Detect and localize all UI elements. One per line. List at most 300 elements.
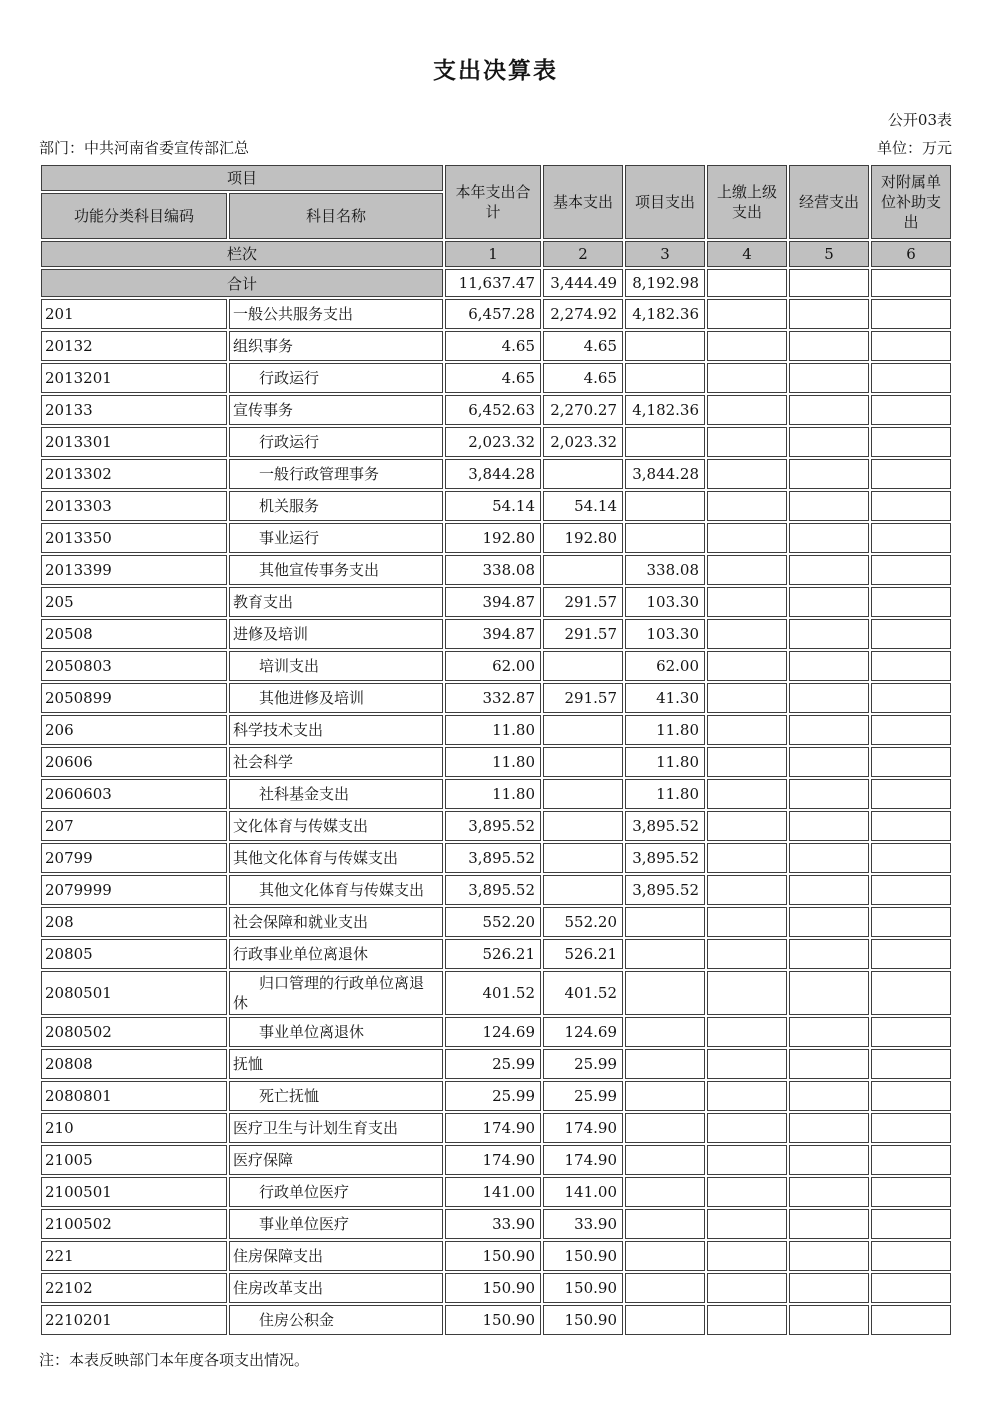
subsidiary-expenditure-cell xyxy=(871,555,951,585)
table-row xyxy=(41,715,951,745)
operating-expenditure-cell xyxy=(789,939,869,969)
operating-expenditure-cell xyxy=(789,971,869,1015)
project-expenditure-cell xyxy=(625,1273,705,1303)
basic-expenditure-cell: 150.90 xyxy=(543,1273,623,1303)
operating-expenditure-cell xyxy=(789,907,869,937)
table-row xyxy=(41,843,951,873)
project-expenditure-cell xyxy=(625,1305,705,1335)
operating-expenditure-cell xyxy=(789,747,869,777)
table-row xyxy=(41,1209,951,1239)
table-row xyxy=(41,939,951,969)
upper-level-expenditure-cell xyxy=(707,459,787,489)
current-year-total-cell: 124.69 xyxy=(445,1017,541,1047)
table-row xyxy=(41,1241,951,1271)
total-value-cell xyxy=(871,269,951,297)
project-expenditure-cell xyxy=(625,363,705,393)
function-code-cell: 20799 xyxy=(41,843,227,873)
current-year-total-cell: 11.80 xyxy=(445,747,541,777)
subsidiary-expenditure-cell xyxy=(871,1273,951,1303)
project-expenditure-cell xyxy=(625,1081,705,1111)
operating-expenditure-cell xyxy=(789,555,869,585)
upper-level-expenditure-cell xyxy=(707,971,787,1015)
basic-expenditure-cell: 291.57 xyxy=(543,683,623,713)
subject-name-cell: 事业单位离退休 xyxy=(229,1017,443,1047)
header-upper-level-expenditure: 上缴上级支出 xyxy=(707,165,787,239)
table-row xyxy=(41,1049,951,1079)
basic-expenditure-cell: 33.90 xyxy=(543,1209,623,1239)
department-label: 部门：中共河南省委宣传部汇总 xyxy=(39,139,250,157)
project-expenditure-cell xyxy=(625,1017,705,1047)
upper-level-expenditure-cell xyxy=(707,1273,787,1303)
subject-name-cell: 一般公共服务支出 xyxy=(229,299,443,329)
upper-level-expenditure-cell xyxy=(707,875,787,905)
subsidiary-expenditure-cell xyxy=(871,843,951,873)
subsidiary-expenditure-cell xyxy=(871,1177,951,1207)
upper-level-expenditure-cell xyxy=(707,715,787,745)
table-row xyxy=(41,651,951,681)
subsidiary-expenditure-cell xyxy=(871,1113,951,1143)
basic-expenditure-cell: 141.00 xyxy=(543,1177,623,1207)
header-project: 项目 xyxy=(41,165,443,191)
header-row-project xyxy=(41,165,951,191)
table-row xyxy=(41,1177,951,1207)
table-row xyxy=(41,491,951,521)
function-code-cell: 206 xyxy=(41,715,227,745)
operating-expenditure-cell xyxy=(789,1273,869,1303)
operating-expenditure-cell xyxy=(789,875,869,905)
subject-name-cell: 行政事业单位离退休 xyxy=(229,939,443,969)
upper-level-expenditure-cell xyxy=(707,1305,787,1335)
table-row xyxy=(41,747,951,777)
basic-expenditure-cell: 4.65 xyxy=(543,331,623,361)
table-row xyxy=(41,907,951,937)
subject-name-cell: 医疗保障 xyxy=(229,1145,443,1175)
table-row xyxy=(41,523,951,553)
subject-name-cell: 事业单位医疗 xyxy=(229,1209,443,1239)
total-value-cell xyxy=(789,269,869,297)
subsidiary-expenditure-cell xyxy=(871,715,951,745)
function-code-cell: 205 xyxy=(41,587,227,617)
project-expenditure-cell: 3,895.52 xyxy=(625,811,705,841)
subsidiary-expenditure-cell xyxy=(871,907,951,937)
function-code-cell: 21005 xyxy=(41,1145,227,1175)
basic-expenditure-cell: 54.14 xyxy=(543,491,623,521)
total-value-cell: 11,637.47 xyxy=(445,269,541,297)
column-number: 4 xyxy=(707,241,787,267)
basic-expenditure-cell xyxy=(543,843,623,873)
current-year-total-cell: 141.00 xyxy=(445,1177,541,1207)
header-project-expenditure: 项目支出 xyxy=(625,165,705,239)
total-label-cell: 合计 xyxy=(41,269,443,297)
upper-level-expenditure-cell xyxy=(707,1145,787,1175)
footer-note: 注：本表反映部门本年度各项支出情况。 xyxy=(39,1351,310,1369)
subject-name-cell: 归口管理的行政单位离退休 xyxy=(229,971,443,1015)
subject-name-cell: 社科基金支出 xyxy=(229,779,443,809)
basic-expenditure-cell: 291.57 xyxy=(543,619,623,649)
current-year-total-cell: 54.14 xyxy=(445,491,541,521)
basic-expenditure-cell: 401.52 xyxy=(543,971,623,1015)
table-row xyxy=(41,363,951,393)
function-code-cell: 20132 xyxy=(41,331,227,361)
current-year-total-cell: 150.90 xyxy=(445,1241,541,1271)
upper-level-expenditure-cell xyxy=(707,491,787,521)
operating-expenditure-cell xyxy=(789,523,869,553)
upper-level-expenditure-cell xyxy=(707,395,787,425)
subsidiary-expenditure-cell xyxy=(871,939,951,969)
total-value-cell xyxy=(707,269,787,297)
current-year-total-cell: 3,895.52 xyxy=(445,811,541,841)
operating-expenditure-cell xyxy=(789,1081,869,1111)
subsidiary-expenditure-cell xyxy=(871,875,951,905)
current-year-total-cell: 33.90 xyxy=(445,1209,541,1239)
current-year-total-cell: 174.90 xyxy=(445,1113,541,1143)
subject-name-cell: 住房保障支出 xyxy=(229,1241,443,1271)
current-year-total-cell: 338.08 xyxy=(445,555,541,585)
column-number: 6 xyxy=(871,241,951,267)
current-year-total-cell: 401.52 xyxy=(445,971,541,1015)
current-year-total-cell: 150.90 xyxy=(445,1273,541,1303)
header-column-index-label: 栏次 xyxy=(41,241,443,267)
current-year-total-cell: 2,023.32 xyxy=(445,427,541,457)
table-row xyxy=(41,1145,951,1175)
project-expenditure-cell xyxy=(625,491,705,521)
table-body xyxy=(41,269,951,1335)
report-page xyxy=(39,0,952,1370)
header-subject-name: 科目名称 xyxy=(229,193,443,239)
unit-label: 单位：万元 xyxy=(876,139,952,157)
table-row xyxy=(41,427,951,457)
function-code-cell: 20805 xyxy=(41,939,227,969)
column-number: 2 xyxy=(543,241,623,267)
project-expenditure-cell: 11.80 xyxy=(625,715,705,745)
current-year-total-cell: 150.90 xyxy=(445,1305,541,1335)
function-code-cell: 208 xyxy=(41,907,227,937)
operating-expenditure-cell xyxy=(789,331,869,361)
function-code-cell: 20133 xyxy=(41,395,227,425)
operating-expenditure-cell xyxy=(789,651,869,681)
basic-expenditure-cell xyxy=(543,747,623,777)
form-number-label: 公开03表 xyxy=(887,111,952,129)
upper-level-expenditure-cell xyxy=(707,683,787,713)
column-number: 3 xyxy=(625,241,705,267)
subject-name-cell: 社会保障和就业支出 xyxy=(229,907,443,937)
basic-expenditure-cell: 2,270.27 xyxy=(543,395,623,425)
upper-level-expenditure-cell xyxy=(707,523,787,553)
operating-expenditure-cell xyxy=(789,1049,869,1079)
operating-expenditure-cell xyxy=(789,491,869,521)
table-row xyxy=(41,587,951,617)
subject-name-cell: 事业运行 xyxy=(229,523,443,553)
header-operating-expenditure: 经营支出 xyxy=(789,165,869,239)
function-code-cell: 20808 xyxy=(41,1049,227,1079)
function-code-cell: 22102 xyxy=(41,1273,227,1303)
current-year-total-cell: 3,844.28 xyxy=(445,459,541,489)
column-number: 5 xyxy=(789,241,869,267)
function-code-cell: 2013302 xyxy=(41,459,227,489)
table-row xyxy=(41,683,951,713)
subject-name-cell: 组织事务 xyxy=(229,331,443,361)
table-row xyxy=(41,1305,951,1335)
function-code-cell: 2050899 xyxy=(41,683,227,713)
operating-expenditure-cell xyxy=(789,1305,869,1335)
function-code-cell: 221 xyxy=(41,1241,227,1271)
subject-name-cell: 其他文化体育与传媒支出 xyxy=(229,875,443,905)
project-expenditure-cell: 103.30 xyxy=(625,619,705,649)
table-row xyxy=(41,555,951,585)
table-row xyxy=(41,1273,951,1303)
operating-expenditure-cell xyxy=(789,843,869,873)
subsidiary-expenditure-cell xyxy=(871,491,951,521)
operating-expenditure-cell xyxy=(789,1145,869,1175)
upper-level-expenditure-cell xyxy=(707,1177,787,1207)
subsidiary-expenditure-cell xyxy=(871,747,951,777)
operating-expenditure-cell xyxy=(789,1241,869,1271)
header-current-year-total: 本年支出合计 xyxy=(445,165,541,239)
function-code-cell: 2079999 xyxy=(41,875,227,905)
basic-expenditure-cell: 526.21 xyxy=(543,939,623,969)
project-expenditure-cell xyxy=(625,971,705,1015)
subsidiary-expenditure-cell xyxy=(871,459,951,489)
upper-level-expenditure-cell xyxy=(707,427,787,457)
current-year-total-cell: 3,895.52 xyxy=(445,843,541,873)
subject-name-cell: 进修及培训 xyxy=(229,619,443,649)
project-expenditure-cell xyxy=(625,427,705,457)
subject-name-cell: 医疗卫生与计划生育支出 xyxy=(229,1113,443,1143)
basic-expenditure-cell: 192.80 xyxy=(543,523,623,553)
subsidiary-expenditure-cell xyxy=(871,1049,951,1079)
upper-level-expenditure-cell xyxy=(707,1017,787,1047)
project-expenditure-cell xyxy=(625,1113,705,1143)
function-code-cell: 2013399 xyxy=(41,555,227,585)
basic-expenditure-cell: 25.99 xyxy=(543,1081,623,1111)
total-value-cell: 8,192.98 xyxy=(625,269,705,297)
meta-row xyxy=(39,137,952,158)
subject-name-cell: 培训支出 xyxy=(229,651,443,681)
function-code-cell: 2100501 xyxy=(41,1177,227,1207)
table-row xyxy=(41,1113,951,1143)
subject-name-cell: 死亡抚恤 xyxy=(229,1081,443,1111)
function-code-cell: 210 xyxy=(41,1113,227,1143)
basic-expenditure-cell xyxy=(543,779,623,809)
expenditure-table xyxy=(39,163,953,1337)
operating-expenditure-cell xyxy=(789,779,869,809)
current-year-total-cell: 25.99 xyxy=(445,1081,541,1111)
current-year-total-cell: 6,452.63 xyxy=(445,395,541,425)
upper-level-expenditure-cell xyxy=(707,747,787,777)
project-expenditure-cell xyxy=(625,1209,705,1239)
project-expenditure-cell: 3,844.28 xyxy=(625,459,705,489)
subsidiary-expenditure-cell xyxy=(871,1305,951,1335)
basic-expenditure-cell xyxy=(543,811,623,841)
operating-expenditure-cell xyxy=(789,683,869,713)
upper-level-expenditure-cell xyxy=(707,939,787,969)
subject-name-cell: 文化体育与传媒支出 xyxy=(229,811,443,841)
subsidiary-expenditure-cell xyxy=(871,1145,951,1175)
operating-expenditure-cell xyxy=(789,1209,869,1239)
function-code-cell: 2080501 xyxy=(41,971,227,1015)
basic-expenditure-cell xyxy=(543,875,623,905)
subsidiary-expenditure-cell xyxy=(871,811,951,841)
subsidiary-expenditure-cell xyxy=(871,1241,951,1271)
current-year-total-cell: 552.20 xyxy=(445,907,541,937)
subsidiary-expenditure-cell xyxy=(871,779,951,809)
operating-expenditure-cell xyxy=(789,1017,869,1047)
total-row xyxy=(41,269,951,297)
current-year-total-cell: 332.87 xyxy=(445,683,541,713)
basic-expenditure-cell: 4.65 xyxy=(543,363,623,393)
project-expenditure-cell: 62.00 xyxy=(625,651,705,681)
table-row xyxy=(41,331,951,361)
upper-level-expenditure-cell xyxy=(707,587,787,617)
upper-level-expenditure-cell xyxy=(707,1209,787,1239)
subject-name-cell: 其他进修及培训 xyxy=(229,683,443,713)
subject-name-cell: 机关服务 xyxy=(229,491,443,521)
subsidiary-expenditure-cell xyxy=(871,1081,951,1111)
operating-expenditure-cell xyxy=(789,363,869,393)
basic-expenditure-cell: 2,023.32 xyxy=(543,427,623,457)
function-code-cell: 2013301 xyxy=(41,427,227,457)
function-code-cell: 2060603 xyxy=(41,779,227,809)
operating-expenditure-cell xyxy=(789,395,869,425)
subject-name-cell: 宣传事务 xyxy=(229,395,443,425)
column-number: 1 xyxy=(445,241,541,267)
function-code-cell: 2050803 xyxy=(41,651,227,681)
subject-name-cell: 住房公积金 xyxy=(229,1305,443,1335)
header-function-code: 功能分类科目编码 xyxy=(41,193,227,239)
project-expenditure-cell: 11.80 xyxy=(625,747,705,777)
subsidiary-expenditure-cell xyxy=(871,427,951,457)
subsidiary-expenditure-cell xyxy=(871,331,951,361)
operating-expenditure-cell xyxy=(789,459,869,489)
upper-level-expenditure-cell xyxy=(707,1113,787,1143)
basic-expenditure-cell: 150.90 xyxy=(543,1305,623,1335)
current-year-total-cell: 394.87 xyxy=(445,587,541,617)
subject-name-cell: 住房改革支出 xyxy=(229,1273,443,1303)
operating-expenditure-cell xyxy=(789,1177,869,1207)
project-expenditure-cell xyxy=(625,1049,705,1079)
function-code-cell: 2100502 xyxy=(41,1209,227,1239)
basic-expenditure-cell: 174.90 xyxy=(543,1145,623,1175)
operating-expenditure-cell xyxy=(789,715,869,745)
operating-expenditure-cell xyxy=(789,299,869,329)
table-row xyxy=(41,459,951,489)
basic-expenditure-cell: 150.90 xyxy=(543,1241,623,1271)
subsidiary-expenditure-cell xyxy=(871,587,951,617)
upper-level-expenditure-cell xyxy=(707,363,787,393)
header-subsidiary-expenditure: 对附属单位补助支出 xyxy=(871,165,951,239)
table-row xyxy=(41,299,951,329)
function-code-cell: 201 xyxy=(41,299,227,329)
basic-expenditure-cell: 2,274.92 xyxy=(543,299,623,329)
current-year-total-cell: 62.00 xyxy=(445,651,541,681)
current-year-total-cell: 25.99 xyxy=(445,1049,541,1079)
subject-name-cell: 行政单位医疗 xyxy=(229,1177,443,1207)
current-year-total-cell: 394.87 xyxy=(445,619,541,649)
project-expenditure-cell xyxy=(625,331,705,361)
subject-name-cell: 教育支出 xyxy=(229,587,443,617)
project-expenditure-cell: 4,182.36 xyxy=(625,299,705,329)
table-row xyxy=(41,619,951,649)
project-expenditure-cell: 3,895.52 xyxy=(625,843,705,873)
function-code-cell: 20508 xyxy=(41,619,227,649)
basic-expenditure-cell xyxy=(543,715,623,745)
subject-name-cell: 一般行政管理事务 xyxy=(229,459,443,489)
project-expenditure-cell: 41.30 xyxy=(625,683,705,713)
subject-name-cell: 行政运行 xyxy=(229,427,443,457)
page-title: 支出决算表 xyxy=(433,57,558,84)
upper-level-expenditure-cell xyxy=(707,907,787,937)
subsidiary-expenditure-cell xyxy=(871,1209,951,1239)
project-expenditure-cell xyxy=(625,907,705,937)
basic-expenditure-cell: 25.99 xyxy=(543,1049,623,1079)
upper-level-expenditure-cell xyxy=(707,1049,787,1079)
current-year-total-cell: 174.90 xyxy=(445,1145,541,1175)
basic-expenditure-cell: 552.20 xyxy=(543,907,623,937)
project-expenditure-cell xyxy=(625,1177,705,1207)
current-year-total-cell: 4.65 xyxy=(445,363,541,393)
subject-name-cell: 行政运行 xyxy=(229,363,443,393)
subject-name-cell: 科学技术支出 xyxy=(229,715,443,745)
project-expenditure-cell xyxy=(625,939,705,969)
project-expenditure-cell xyxy=(625,1241,705,1271)
operating-expenditure-cell xyxy=(789,587,869,617)
operating-expenditure-cell xyxy=(789,1113,869,1143)
total-value-cell: 3,444.49 xyxy=(543,269,623,297)
project-expenditure-cell: 103.30 xyxy=(625,587,705,617)
subsidiary-expenditure-cell xyxy=(871,523,951,553)
subject-name-cell: 抚恤 xyxy=(229,1049,443,1079)
function-code-cell: 2013201 xyxy=(41,363,227,393)
function-code-cell: 2013303 xyxy=(41,491,227,521)
subsidiary-expenditure-cell xyxy=(871,651,951,681)
operating-expenditure-cell xyxy=(789,619,869,649)
project-expenditure-cell: 11.80 xyxy=(625,779,705,809)
subsidiary-expenditure-cell xyxy=(871,395,951,425)
project-expenditure-cell: 3,895.52 xyxy=(625,875,705,905)
table-row xyxy=(41,811,951,841)
header-row-column-numbers xyxy=(41,241,951,267)
current-year-total-cell: 11.80 xyxy=(445,715,541,745)
table-row xyxy=(41,395,951,425)
current-year-total-cell: 11.80 xyxy=(445,779,541,809)
subject-name-cell: 社会科学 xyxy=(229,747,443,777)
upper-level-expenditure-cell xyxy=(707,1081,787,1111)
subject-name-cell: 其他文化体育与传媒支出 xyxy=(229,843,443,873)
upper-level-expenditure-cell xyxy=(707,1241,787,1271)
current-year-total-cell: 3,895.52 xyxy=(445,875,541,905)
subsidiary-expenditure-cell xyxy=(871,971,951,1015)
basic-expenditure-cell xyxy=(543,651,623,681)
table-row xyxy=(41,971,951,1015)
subsidiary-expenditure-cell xyxy=(871,683,951,713)
upper-level-expenditure-cell xyxy=(707,779,787,809)
upper-level-expenditure-cell xyxy=(707,299,787,329)
upper-level-expenditure-cell xyxy=(707,555,787,585)
basic-expenditure-cell xyxy=(543,555,623,585)
table-row xyxy=(41,1081,951,1111)
function-code-cell: 2080502 xyxy=(41,1017,227,1047)
upper-level-expenditure-cell xyxy=(707,331,787,361)
table-row xyxy=(41,875,951,905)
function-code-cell: 20606 xyxy=(41,747,227,777)
subsidiary-expenditure-cell xyxy=(871,619,951,649)
current-year-total-cell: 4.65 xyxy=(445,331,541,361)
basic-expenditure-cell: 291.57 xyxy=(543,587,623,617)
basic-expenditure-cell xyxy=(543,459,623,489)
current-year-total-cell: 526.21 xyxy=(445,939,541,969)
project-expenditure-cell: 338.08 xyxy=(625,555,705,585)
current-year-total-cell: 6,457.28 xyxy=(445,299,541,329)
